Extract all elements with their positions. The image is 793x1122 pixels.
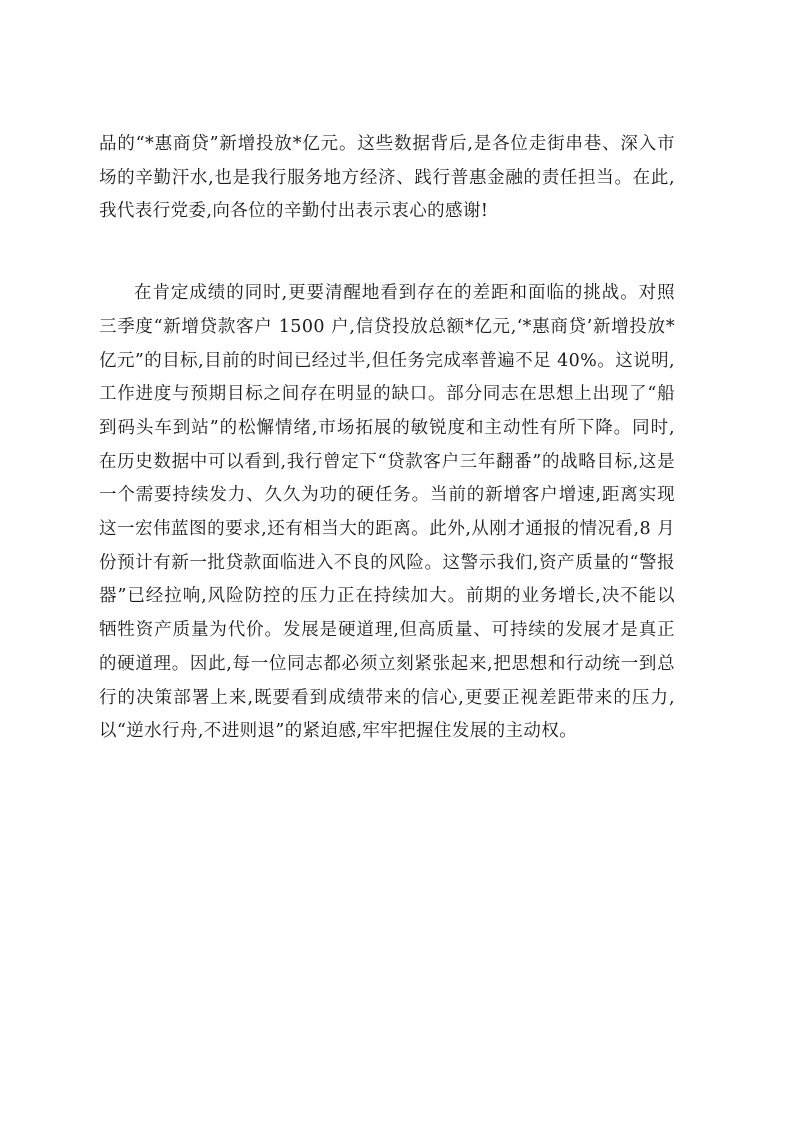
paragraph-spacer (99, 229, 675, 277)
document-body (99, 128, 675, 749)
paragraph-continuation: 品的“*惠商贷”新增投放*亿元。这些数据背后,是各位走街串巷、深入市场的辛勤汗水,也是我行服务地方经济、践行普惠金融的责任担当。在此,我代表行党委,向各位的辛勤付出表示衷心的感谢! (99, 134, 675, 222)
paragraph-challenges: 在肯定成绩的同时,更要清醒地看到存在的差距和面临的挑战。对照三季度“新增贷款客户 1500 户,信贷投放总额*亿元,‘*惠商贷’新增投放*亿元”的目标,目前的时间已经过半,但任务完成率普遍不足 40%。这说明,工作进度与预期目标之间存在明显的缺口。部分同志在思想上出现了“船到码头车到站”的松懈情绪,市场拓展的敏锐度和主动性有所下降。同时,在历史数据中可以看到,我行曾定下“贷款客户三年翻番”的战略目标,这是一个需要持续发力、久久为功的硬任务。当前的新增客户增速,距离实现这一宏伟蓝图的要求,还有相当大的距离。此外,从刚才通报的情况看,8 月份预计有新一批贷款面临进入不良的风险。这警示我们,资产质量的“警报器”已经拉响,风险防控的压力正在持续加大。前期的业务增长,决不能以牺牲资产质量为代价。发展是硬道理,但高质量、可持续的发展才是真正的硬道理。因此,每一位同志都必须立刻紧张起来,把思想和行动统一到总行的决策部署上来,既要看到成绩带来的信心,更要正视差距带来的压力,以“逆水行舟,不进则退”的紧迫感,牢牢把握住发展的主动权。 (99, 283, 675, 742)
